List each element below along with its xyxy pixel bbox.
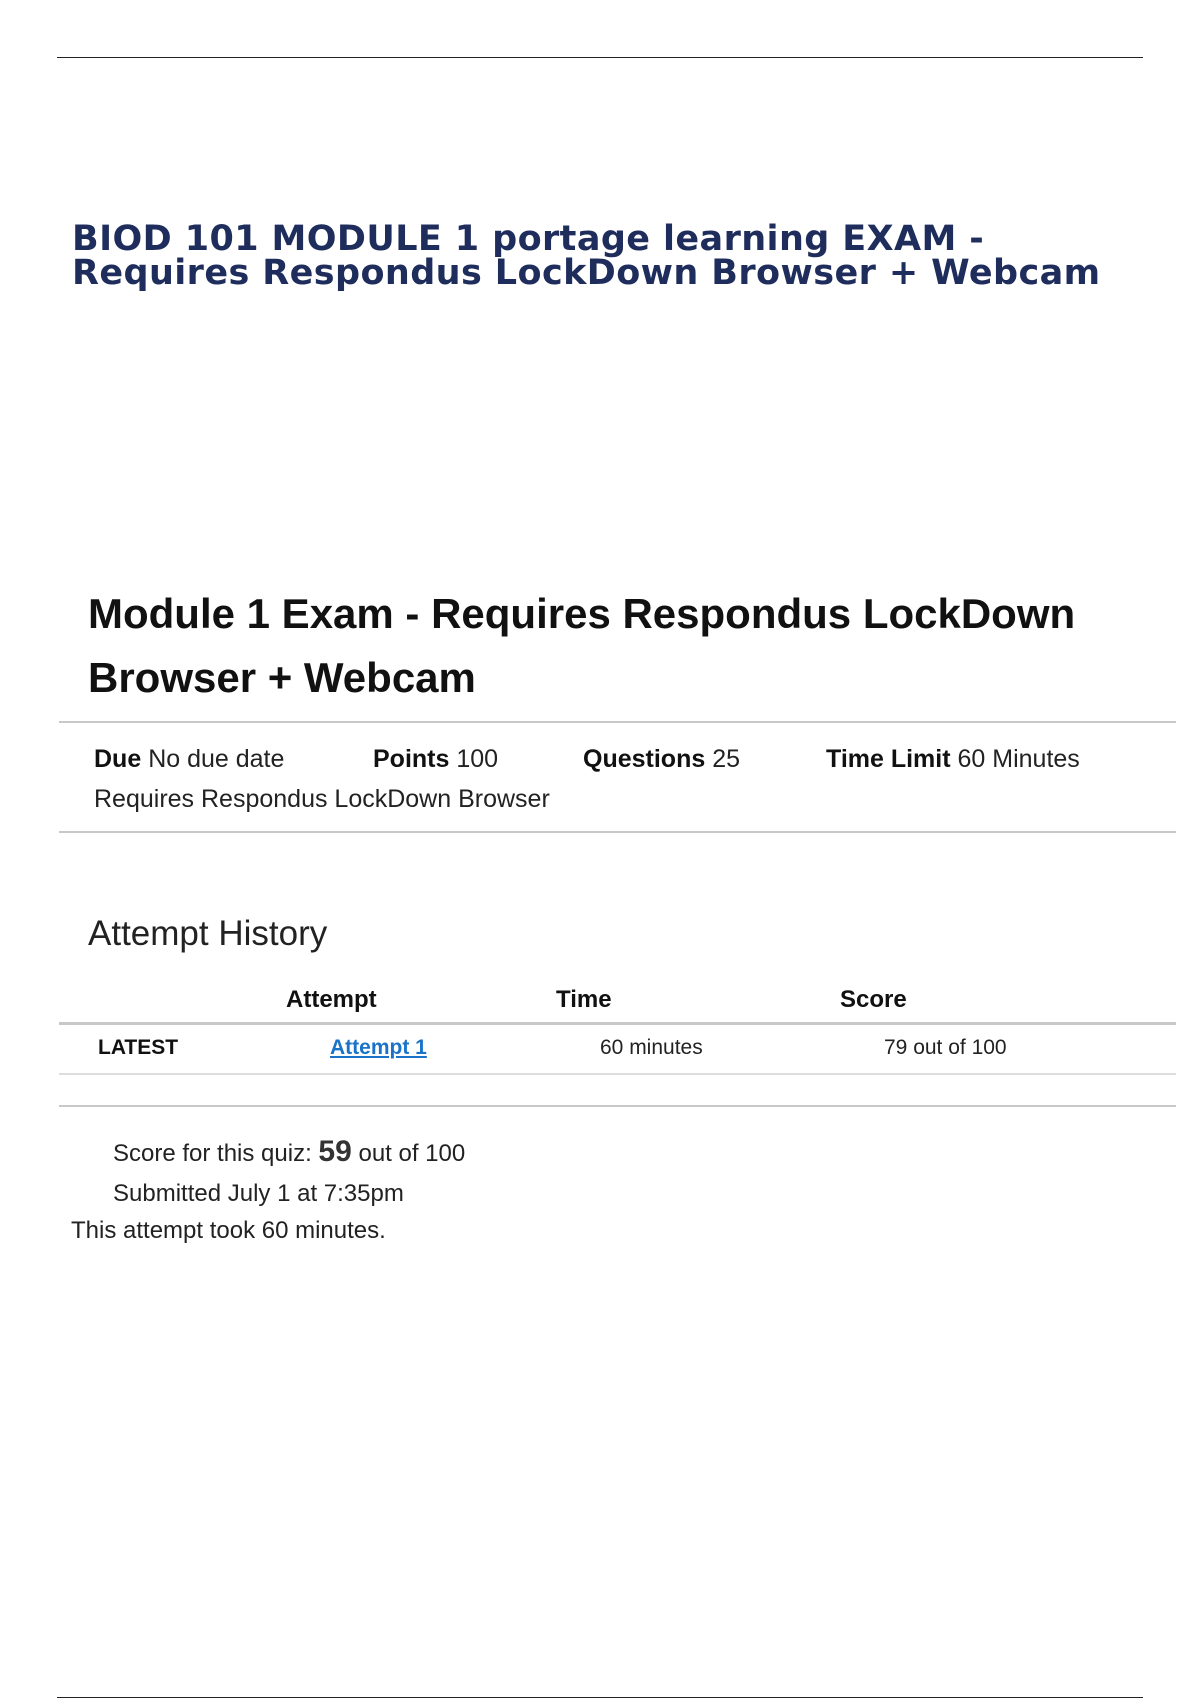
column-header-time: Time: [556, 986, 612, 1013]
questions-label: Questions: [583, 745, 706, 773]
table-header-divider: [59, 1022, 1176, 1025]
divider: [59, 831, 1176, 833]
attempt-1-link[interactable]: Attempt 1: [330, 1036, 427, 1059]
points-value: 100: [456, 745, 499, 773]
score-prefix: Score for this quiz:: [113, 1140, 312, 1167]
time-limit-label: Time Limit: [826, 745, 951, 773]
score-suffix: out of 100: [358, 1140, 466, 1167]
points-label: Points: [373, 745, 450, 773]
page-top-rule: [57, 57, 1143, 58]
divider: [59, 721, 1176, 723]
due-label: Due: [94, 745, 142, 773]
submitted-text: Submitted July 1 at 7:35pm: [113, 1180, 404, 1207]
column-header-score: Score: [840, 986, 907, 1013]
duration-text: This attempt took 60 minutes.: [71, 1217, 386, 1244]
exam-title: Module 1 Exam - Requires Respondus LockDown Browser + Webcam: [88, 590, 1076, 701]
document-title: BIOD 101 MODULE 1 portage learning EXAM - Requires Respondus LockDown Browser + Webcam: [72, 219, 1101, 293]
attempt-time: 60 minutes: [600, 1036, 703, 1059]
score-value: 59: [318, 1135, 352, 1168]
due-item: [94, 739, 373, 779]
page-bottom-rule: [57, 1697, 1143, 1698]
score-line: [113, 1135, 465, 1169]
time-limit-value: 60 Minutes Requires Respondus LockDown Browser: [94, 745, 1080, 813]
divider: [59, 1105, 1176, 1107]
questions-value: 25: [712, 745, 741, 773]
exam-details: [94, 739, 1174, 819]
questions-item: [583, 739, 826, 779]
column-header-attempt: Attempt: [286, 986, 377, 1013]
attempt-history-heading: Attempt History: [88, 914, 328, 953]
divider: [59, 1073, 1176, 1075]
points-item: [373, 739, 583, 779]
attempt-score: 79 out of 100: [884, 1036, 1007, 1059]
latest-badge: LATEST: [98, 1036, 179, 1059]
due-value: No due date: [148, 745, 285, 773]
